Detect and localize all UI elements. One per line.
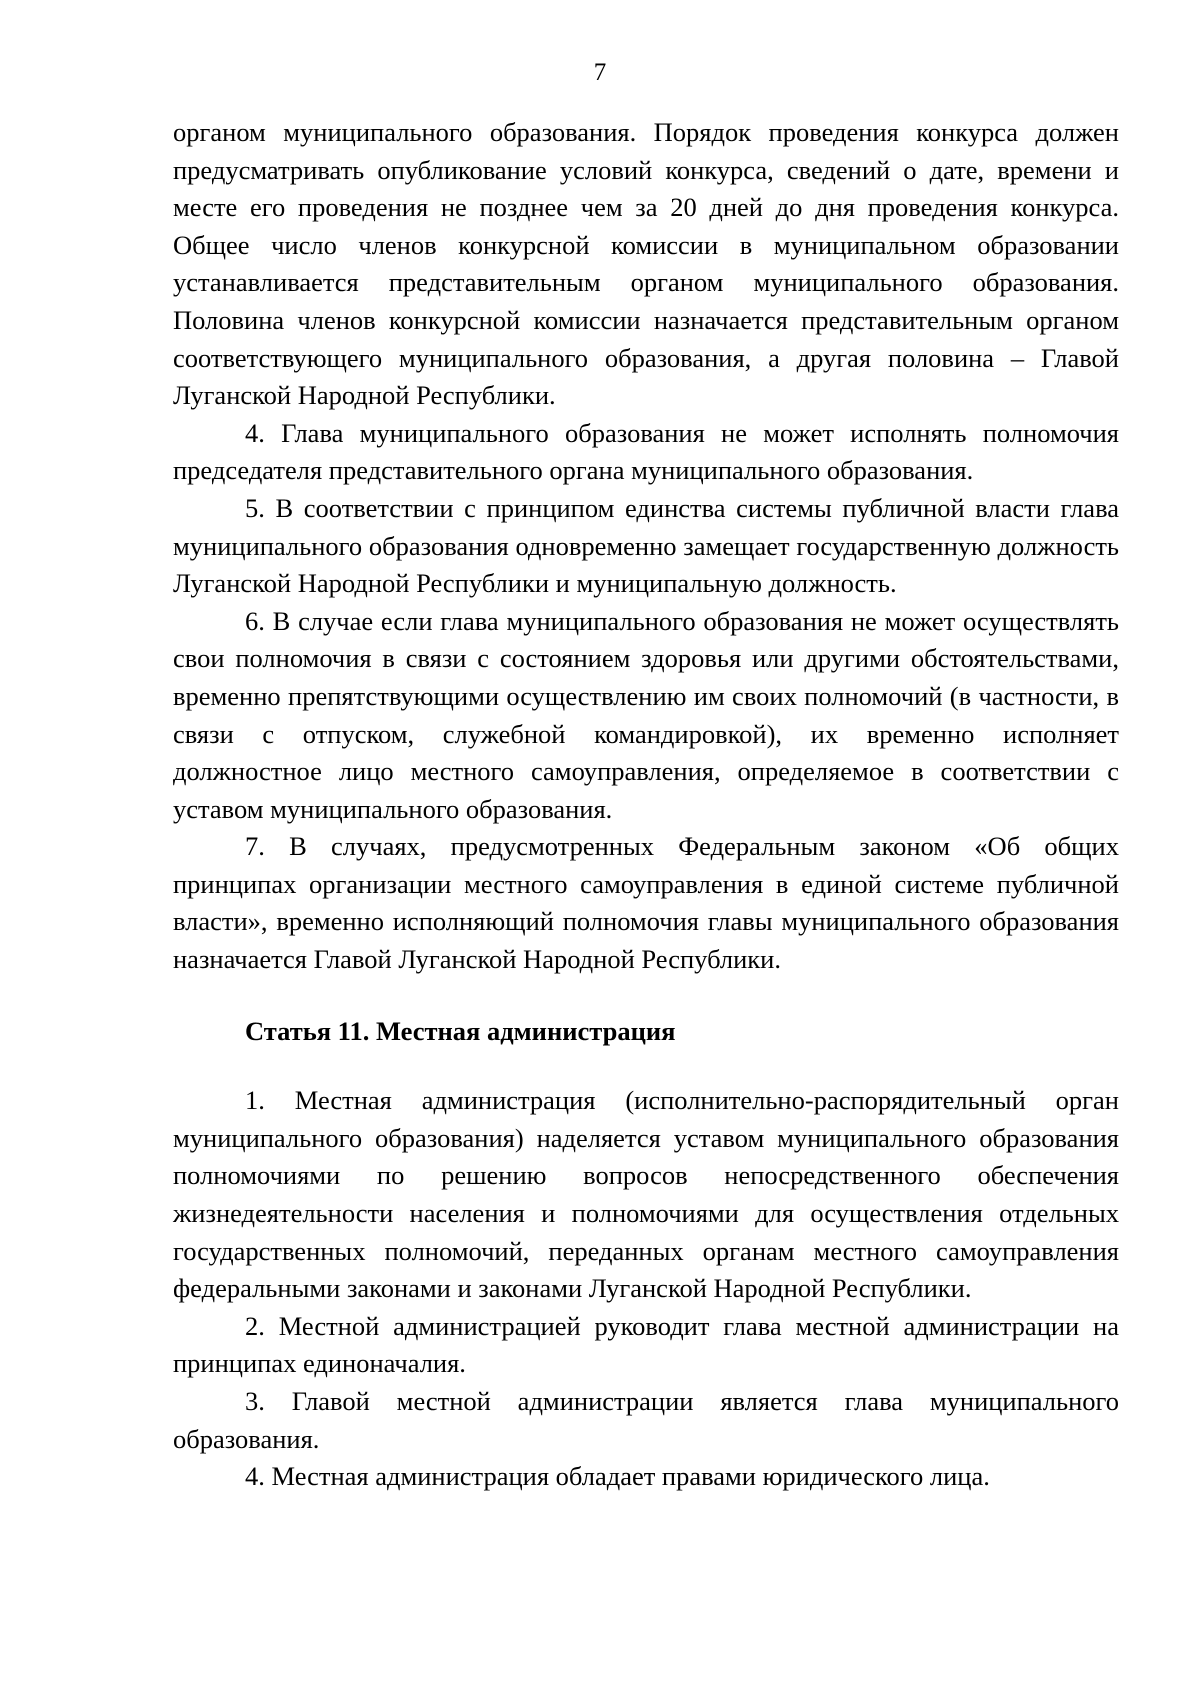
- paragraph-item-7: 7. В случаях, предусмотренных Федеральным законом «Об общих принципах организации местного самоуправления в единой системе публичной власти», временно исполняющий полномочия главы муниципального образования назначается Главой Луганской Народной Республики.: [173, 831, 1119, 975]
- article-heading: Статья 11. Местная администрация: [245, 1015, 676, 1046]
- paragraph-continuation: органом муниципального образования. Порядок проведения конкурса должен предусматривать опубликование условий конкурса, сведений о дате, времени и месте его проведения не позднее чем за 20 дней до дня проведения конкурса. Общее число членов конкурсной комиссии в муниципальном образовании устанавливается представительным органом муниципального образования. Половина членов конкурсной комиссии назначается представительным органом соответствующего муниципального образования, а другая половина – Главой Луганской Народной Республики.: [173, 117, 1119, 411]
- article-11-paragraph-3: 3. Главой местной администрации является глава муниципального образования.: [173, 1386, 1119, 1454]
- article-11-paragraph-2: 2. Местной администрацией руководит глава местной администрации на принципах единоначалия.: [173, 1310, 1119, 1379]
- paragraph-item-5: 5. В соответствии с принципом единства системы публичной власти глава муниципального образования одновременно замещает государственную должность Луганской Народной Республики и муниципальную должность.: [173, 492, 1119, 599]
- article-11-paragraph-4: 4. Местная администрация обладает правами юридического лица.: [245, 1461, 990, 1492]
- document-body: [173, 114, 1119, 1496]
- article-11-paragraph-1: 1. Местная администрация (исполнительно-распорядительный орган муниципального образования) наделяется уставом муниципального образования полномочиями по решению вопросов непосредственного обеспечения жизнедеятельности населения и полномочиями для осуществления отдельных государственных полномочий, переданных органам местного самоуправления федеральными законами и законами Луганской Народной Республики.: [173, 1085, 1119, 1304]
- page-number: 7: [593, 59, 607, 86]
- paragraph-item-4: 4. Глава муниципального образования не может исполнять полномочия председателя представительного органа муниципального образования.: [173, 417, 1119, 486]
- paragraph-item-6: 6. В случае если глава муниципального образования не может осуществлять свои полномочия в связи с состоянием здоровья или другими обстоятельствами, временно препятствующими осуществлению им своих полномочий (в частности, в связи с отпуском, служебной командировкой), их временно исполняет должностное лицо местного самоуправления, определяемое в соответствии с уставом муниципального образования.: [173, 605, 1119, 824]
